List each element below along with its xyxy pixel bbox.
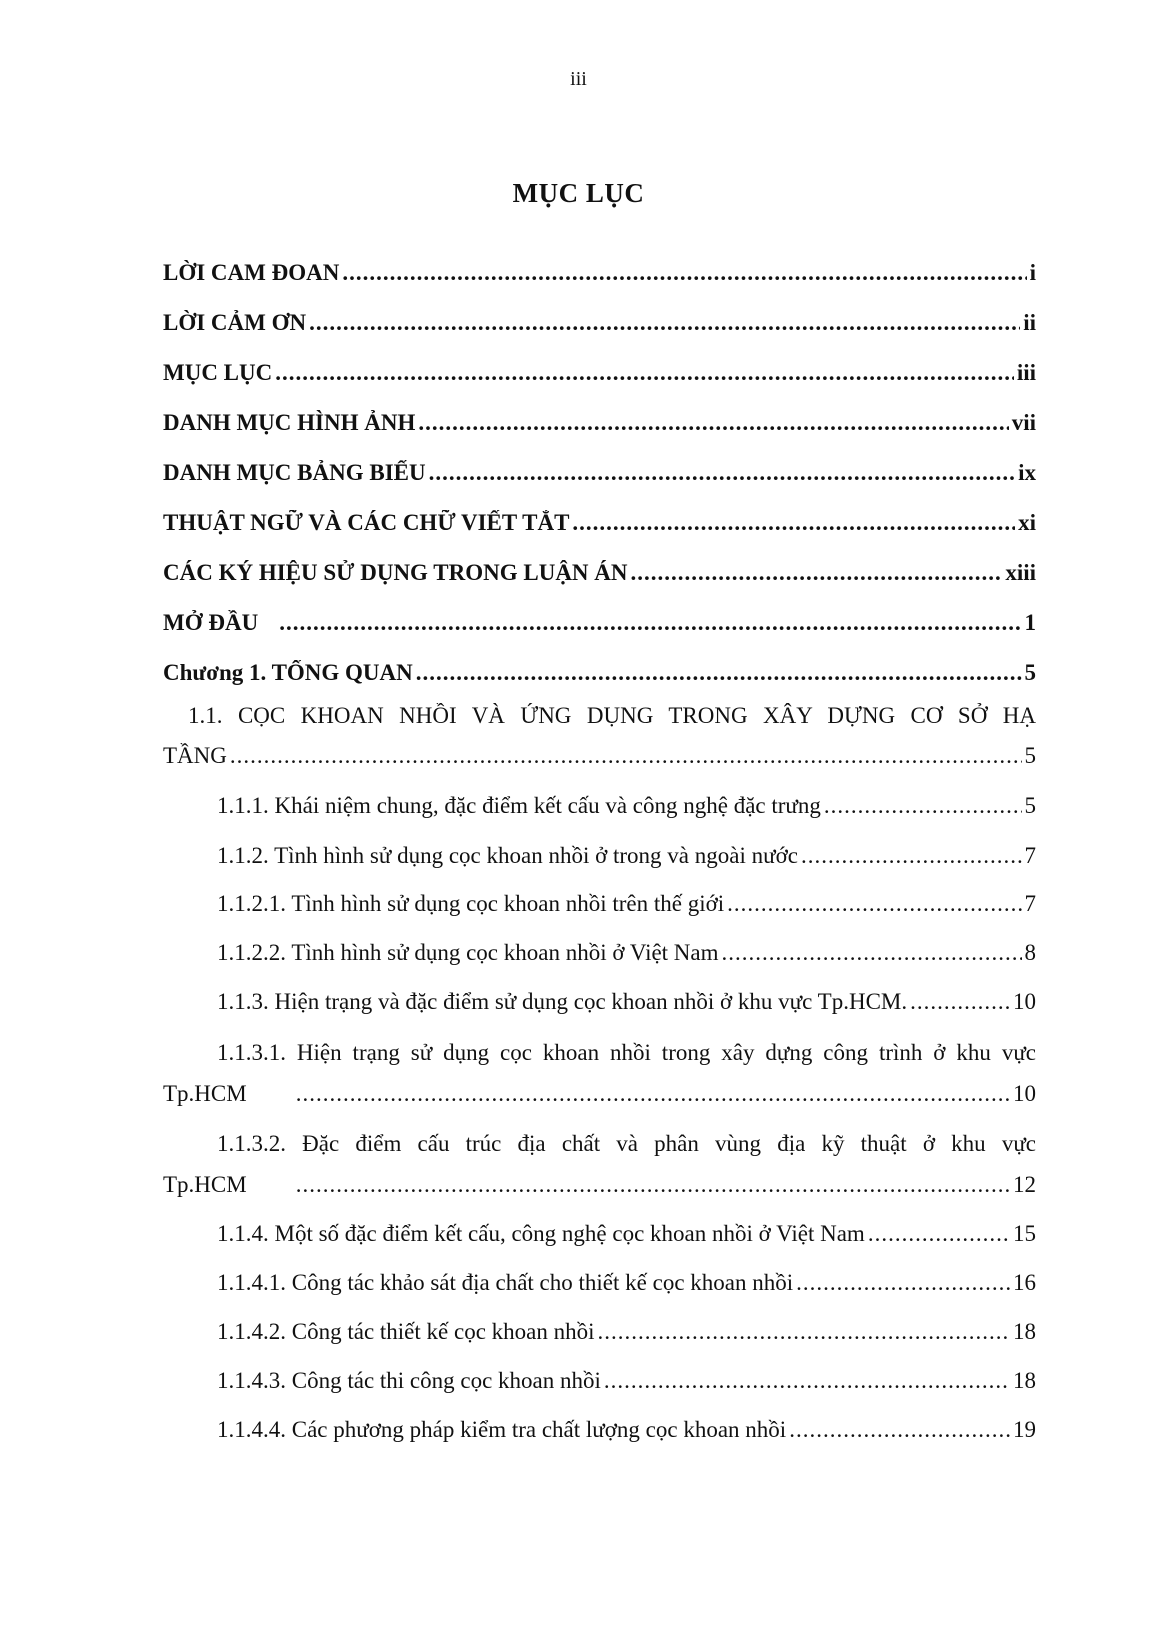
- toc-entry-label: DANH MỤC HÌNH ẢNH: [163, 410, 416, 435]
- toc-entry-page: 18: [1013, 1319, 1036, 1344]
- toc-entry-loi-cam-doan[interactable]: [163, 260, 1036, 294]
- toc-entry-label: MỤC LỤC: [163, 360, 273, 385]
- toc-title: MỤC LỤC: [512, 178, 645, 208]
- toc-leader-dots: [789, 1417, 1010, 1443]
- toc-leader-dots: [631, 560, 1003, 586]
- toc-leader-dots: [309, 310, 1020, 336]
- toc-entry-page: vii: [1011, 410, 1036, 435]
- toc-entry-page: ii: [1023, 310, 1036, 335]
- toc-leader-dots: [604, 1368, 1010, 1394]
- toc-entry-page: 7: [1024, 843, 1036, 868]
- toc-leader-dots: [868, 1221, 1010, 1247]
- toc-entry-1-1-3[interactable]: [217, 989, 1036, 1023]
- toc-entry-1-1-4-3[interactable]: [217, 1368, 1036, 1402]
- toc-leader-dots: [275, 360, 1014, 386]
- toc-entry-1-1-4[interactable]: [217, 1221, 1036, 1255]
- toc-entry-1-1-3-2[interactable]: [163, 1172, 1036, 1206]
- toc-entry-label: LỜI CAM ĐOAN: [163, 260, 340, 285]
- toc-entry-1-1-1[interactable]: [217, 793, 1036, 827]
- toc-entry-1-1-3-2-line1[interactable]: 1.1.3.2. Đặc điểm cấu trúc địa chất và phân vùng địa kỹ thuật ở khu vực: [217, 1131, 1036, 1156]
- toc-entry-page: 5: [1024, 793, 1036, 818]
- toc-entry-page: xiii: [1005, 560, 1036, 585]
- toc-entry-mo-dau[interactable]: [163, 610, 1036, 644]
- toc-entry-label: 1.1.4.1. Công tác khảo sát địa chất cho thiết kế cọc khoan nhồi: [217, 1270, 794, 1295]
- toc-entry-1-1-2[interactable]: [217, 843, 1036, 877]
- toc-entry-label: 1.1.2. Tình hình sử dụng cọc khoan nhồi ở trong và ngoài nước: [217, 843, 798, 868]
- toc-entry-1-1-4-2[interactable]: [217, 1319, 1036, 1353]
- toc-entry-page: 1: [1024, 610, 1036, 635]
- toc-leader-dots: [416, 660, 1022, 686]
- toc-leader-dots: [910, 989, 1010, 1015]
- toc-entry-label: CÁC KÝ HIỆU SỬ DỤNG TRONG LUẬN ÁN: [163, 560, 628, 585]
- toc-leader-dots: [429, 460, 1016, 486]
- toc-entry-1-1[interactable]: [163, 743, 1036, 777]
- toc-entry-1-1-3-1[interactable]: [163, 1081, 1036, 1115]
- toc-entry-loi-cam-on[interactable]: [163, 310, 1036, 344]
- toc-leader-dots: [230, 743, 1022, 769]
- toc-leader-dots: [722, 940, 1022, 966]
- toc-entry-label: MỞ ĐẦU: [163, 610, 259, 635]
- toc-entry-1-1-4-1[interactable]: [217, 1270, 1036, 1304]
- toc-leader-dots: [801, 843, 1022, 869]
- toc-entry-label: 1.1.4. Một số đặc điểm kết cấu, công nghệ cọc khoan nhồi ở Việt Nam: [217, 1221, 865, 1246]
- toc-entry-chuong-1[interactable]: [163, 660, 1036, 694]
- toc-entry-page: i: [1029, 260, 1036, 285]
- toc-leader-dots: [727, 891, 1021, 917]
- toc-entry-label: 1.1.2.1. Tình hình sử dụng cọc khoan nhồi trên thế giới: [217, 891, 725, 916]
- toc-entry-page: 7: [1024, 891, 1036, 916]
- toc-entry-1-1-2-2[interactable]: [217, 940, 1036, 974]
- toc-entry-label: Chương 1. TỔNG QUAN: [163, 660, 413, 685]
- toc-entry-page: 5: [1024, 660, 1036, 685]
- toc-entry-page: 16: [1013, 1270, 1036, 1295]
- toc-entry-muc-luc[interactable]: [163, 360, 1036, 394]
- toc-entry-page: 8: [1024, 940, 1036, 965]
- toc-leader-dots: [572, 510, 1015, 536]
- toc-leader-dots: [296, 1172, 1010, 1198]
- toc-entry-page: 15: [1013, 1221, 1036, 1246]
- toc-entry-label: 1.1.4.4. Các phương pháp kiểm tra chất lượng cọc khoan nhồi: [217, 1417, 787, 1442]
- toc-leader-dots: [279, 610, 1021, 636]
- toc-entry-label: Tp.HCM: [163, 1172, 247, 1197]
- toc-entry-1-1-line1[interactable]: 1.1. CỌC KHOAN NHỒI VÀ ỨNG DỤNG TRONG XÂY DỰNG CƠ SỞ HẠ: [188, 703, 1036, 728]
- toc-entry-label: Tp.HCM: [163, 1081, 247, 1106]
- toc-leader-dots: [598, 1319, 1010, 1345]
- toc-entry-1-1-4-4[interactable]: [217, 1417, 1036, 1451]
- toc-entry-page: iii: [1016, 360, 1036, 385]
- toc-entry-1-1-2-1[interactable]: [217, 891, 1036, 925]
- toc-entry-label: 1.1.2.2. Tình hình sử dụng cọc khoan nhồi ở Việt Nam: [217, 940, 719, 965]
- toc-entry-label: 1.1.1. Khái niệm chung, đặc điểm kết cấu và công nghệ đặc trưng: [217, 793, 821, 818]
- toc-entry-page: ix: [1018, 460, 1036, 485]
- toc-entry-thuat-ngu[interactable]: [163, 510, 1036, 544]
- toc-entry-label: 1.1.3. Hiện trạng và đặc điểm sử dụng cọc khoan nhồi ở khu vực Tp.HCM.: [217, 989, 908, 1014]
- toc-entry-page: 12: [1013, 1172, 1036, 1197]
- toc-entry-label: LỜI CẢM ƠN: [163, 310, 307, 335]
- toc-entry-page: 19: [1013, 1417, 1036, 1442]
- toc-entry-label: 1.1.4.2. Công tác thiết kế cọc khoan nhồi: [217, 1319, 595, 1344]
- toc-entry-page: 10: [1013, 1081, 1036, 1106]
- toc-entry-page: 18: [1013, 1368, 1036, 1393]
- toc-entry-ky-hieu[interactable]: [163, 560, 1036, 594]
- toc-entry-label: DANH MỤC BẢNG BIỂU: [163, 460, 426, 485]
- toc-entry-label: TẦNG: [163, 743, 227, 768]
- toc-entry-page: xi: [1018, 510, 1036, 535]
- toc-entry-label: THUẬT NGỮ VÀ CÁC CHỮ VIẾT TẮT: [163, 510, 570, 535]
- page-number: iii: [570, 68, 587, 90]
- toc-entry-danh-muc-bang-bieu[interactable]: [163, 460, 1036, 494]
- toc-entry-page: 10: [1013, 989, 1036, 1014]
- toc-entry-page: 5: [1024, 743, 1036, 768]
- toc-leader-dots: [824, 793, 1022, 819]
- toc-leader-dots: [296, 1081, 1010, 1107]
- toc-leader-dots: [418, 410, 1008, 436]
- toc-leader-dots: [342, 260, 1026, 286]
- toc-leader-dots: [796, 1270, 1010, 1296]
- toc-entry-label: 1.1.4.3. Công tác thi công cọc khoan nhồi: [217, 1368, 601, 1393]
- toc-entry-1-1-3-1-line1[interactable]: 1.1.3.1. Hiện trạng sử dụng cọc khoan nhồi trong xây dựng công trình ở khu vực: [217, 1040, 1036, 1065]
- toc-entry-danh-muc-hinh-anh[interactable]: [163, 410, 1036, 444]
